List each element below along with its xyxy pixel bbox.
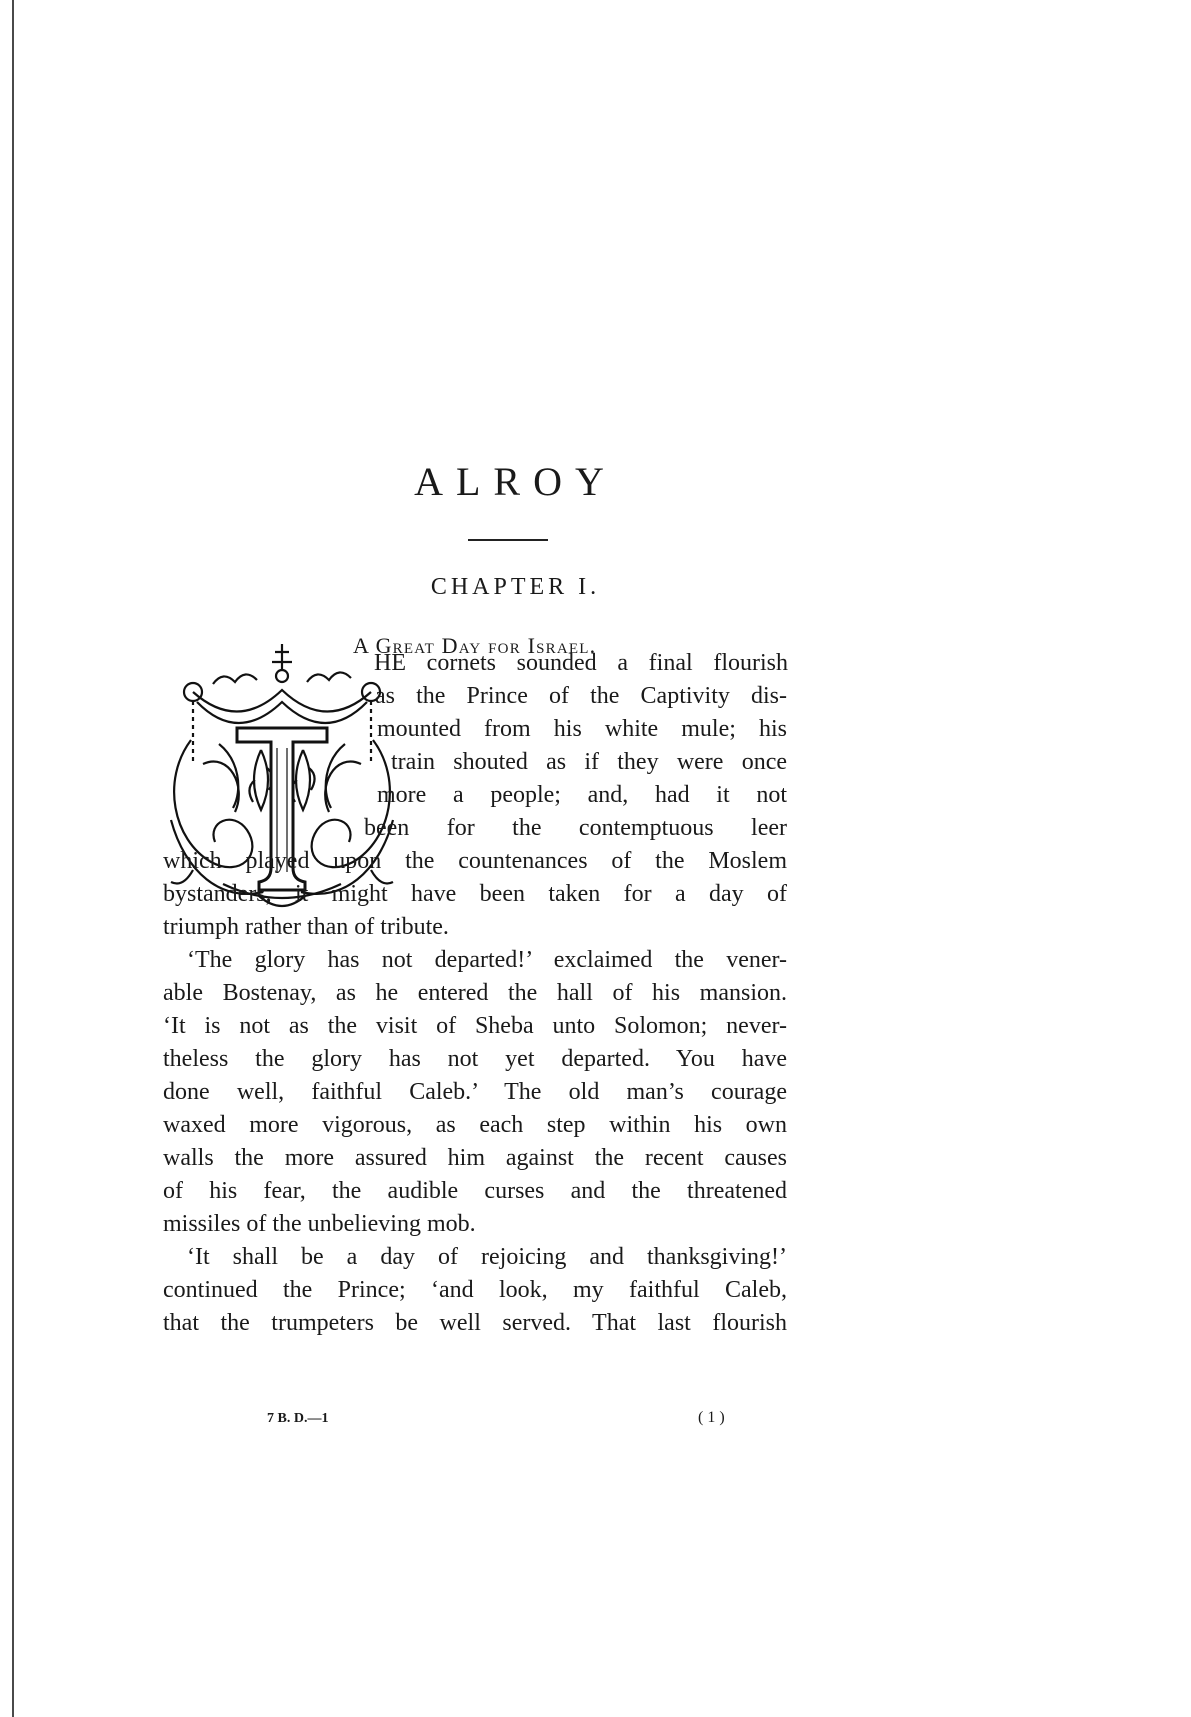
text-line: ‘The glory has not departed!’ exclaimed the vener- — [187, 947, 787, 973]
title-divider — [468, 539, 548, 541]
text-line: ‘It shall be a day of rejoicing and thanksgiving!’ — [187, 1244, 787, 1270]
text-line: theless the glory has not yet departed. You have — [163, 1046, 787, 1072]
text-line: walls the more assured him against the recent causes — [163, 1145, 787, 1171]
text-line: as the Prince of the Captivity dis- — [375, 683, 787, 709]
text-line: of his fear, the audible curses and the threatened — [163, 1178, 787, 1204]
chapter-heading: CHAPTER I. — [430, 574, 601, 600]
page-number: ( 1 ) — [698, 1409, 725, 1426]
text-line: HE cornets sounded a final flourish — [374, 650, 788, 676]
text-line: that the trumpeters be well served. That last flourish — [163, 1310, 787, 1336]
text-line: which played upon the countenances of the Moslem — [163, 848, 787, 874]
text-line: bystanders, it might have been taken for a day of — [163, 881, 787, 907]
text-line: been for the contemptuous leer — [364, 815, 787, 841]
text-line: triumph rather than of tribute. — [163, 914, 449, 940]
text-line: missiles of the unbelieving mob. — [163, 1211, 476, 1237]
chapter-subtitle: A Great Day for Israel. — [353, 633, 597, 658]
text-line: waxed more vigorous, as each step within his own — [163, 1112, 787, 1138]
text-line: continued the Prince; ‘and look, my faithful Caleb, — [163, 1277, 787, 1303]
page-edge-rule — [12, 0, 14, 1717]
text-line: mounted from his white mule; his — [377, 716, 787, 742]
text-line: more a people; and, had it not — [377, 782, 787, 808]
text-line: ‘It is not as the visit of Sheba unto Solomon; never- — [163, 1013, 787, 1039]
book-page — [163, 0, 868, 1717]
text-line: done well, faithful Caleb.’ The old man’s courage — [163, 1079, 787, 1105]
book-title: ALROY — [414, 459, 617, 504]
text-line: able Bostenay, as he entered the hall of his mansion. — [163, 980, 787, 1006]
printer-signature: 7 B. D.—1 — [267, 1411, 329, 1426]
text-line: train shouted as if they were once — [391, 749, 787, 775]
